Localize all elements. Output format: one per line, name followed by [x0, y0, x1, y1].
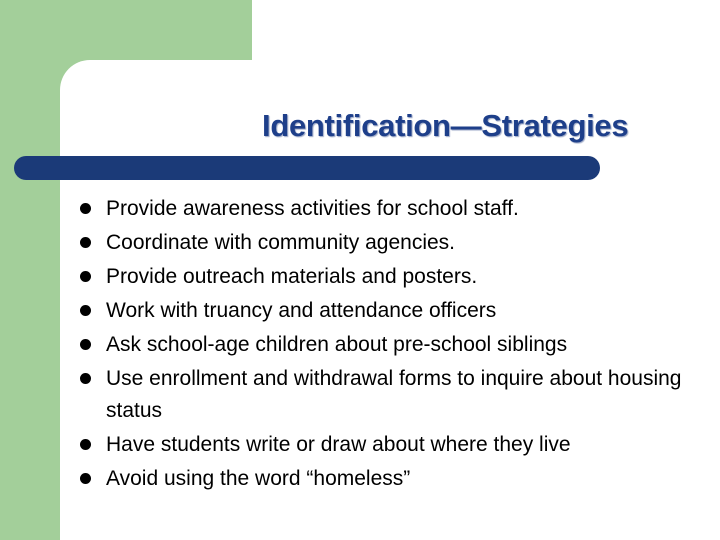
bullet-icon: [78, 463, 106, 495]
bullet-list: [78, 193, 698, 497]
bullet-text: Provide awareness activities for school staff.: [106, 197, 519, 220]
bullet-icon: [78, 261, 106, 293]
bullet-text: Avoid using the word “homeless”: [106, 467, 411, 490]
bullet-icon: [78, 295, 106, 327]
bullet-text: Provide outreach materials and posters.: [106, 265, 478, 288]
list-item: [78, 227, 698, 259]
bullet-icon: [78, 329, 106, 361]
title-rule: [14, 156, 600, 180]
list-item: [78, 363, 698, 427]
list-item: [78, 261, 698, 293]
bullet-text: Coordinate with community agencies.: [106, 231, 456, 254]
list-item: [78, 295, 698, 327]
bullet-text: Ask school-age children about pre-school siblings: [106, 333, 568, 356]
list-item: [78, 329, 698, 361]
bullet-icon: [78, 193, 106, 225]
bullet-text: Have students write or draw about where they live: [106, 433, 571, 456]
list-item: [78, 193, 698, 225]
list-item: [78, 463, 698, 495]
slide-title: Identification—Strategies: [262, 108, 629, 143]
list-item: [78, 429, 698, 461]
bullet-icon: [78, 363, 106, 395]
bullet-icon: [78, 227, 106, 259]
bullet-icon: [78, 429, 106, 461]
bullet-text: Work with truancy and attendance officers: [106, 299, 497, 322]
bullet-text: Use enrollment and withdrawal forms to inquire about housing status: [106, 367, 682, 422]
